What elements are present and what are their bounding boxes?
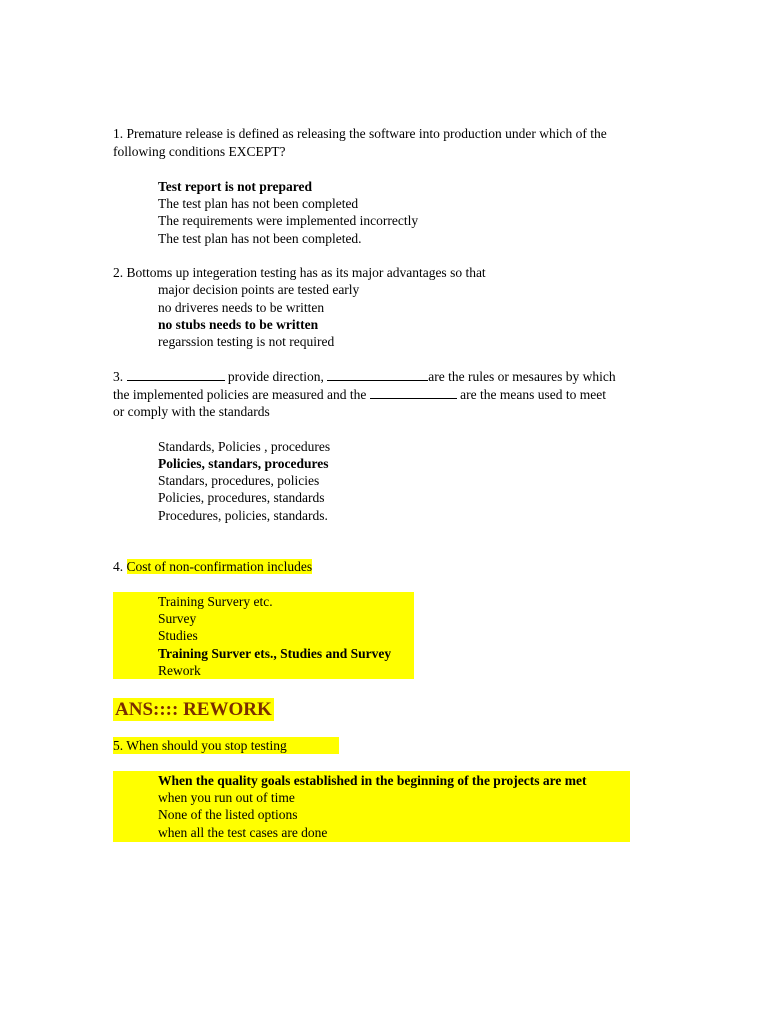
q4-option-3: Studies	[158, 628, 198, 643]
q1-option-2: The test plan has not been completed	[158, 196, 359, 211]
q3-text-line2a: the implemented policies are measured and the	[113, 387, 367, 402]
q3-option-5: Procedures, policies, standards.	[158, 508, 328, 523]
q3-text-part2: are the rules or mesaures by which	[428, 369, 616, 384]
q2-option-4: regarssion testing is not required	[158, 334, 335, 349]
q3-blank-1	[127, 368, 225, 381]
q5-option-4: when all the test cases are done	[158, 825, 328, 840]
q5-option-2: when you run out of time	[158, 790, 295, 805]
q5-text: 5. When should you stop testing	[113, 738, 287, 753]
q5-option-1: When the quality goals established in the beginning of the projects are met	[158, 773, 587, 788]
q1-option-3: The requirements were implemented incorrectly	[158, 213, 419, 228]
q5-option-3: None of the listed options	[158, 807, 298, 822]
q4-option-1: Training Survery etc.	[158, 594, 273, 609]
q1-text-line1: 1. Premature release is defined as releasing the software into production under which of the	[113, 126, 607, 141]
q4-number: 4.	[113, 559, 124, 574]
q4-option-4: Training Surver ets., Studies and Survey	[158, 646, 392, 661]
q3-blank-3	[370, 386, 457, 399]
q4-text	[113, 558, 312, 575]
q3-text-line2	[113, 386, 606, 403]
q2-option-2: no driveres needs to be written	[158, 300, 325, 315]
q4-question: Cost of non-confirmation includes	[126, 559, 313, 574]
q3-text-part1: provide direction,	[227, 369, 324, 384]
q4-answer: ANS:::: REWORK	[115, 699, 272, 720]
q3-text-line3: or comply with the standards	[113, 404, 270, 419]
q3-blank-2	[327, 368, 428, 381]
q3-number: 3.	[113, 369, 124, 384]
q2-text: 2. Bottoms up integeration testing has as its major advantages so that	[113, 265, 486, 280]
q3-text-line1	[113, 368, 616, 385]
q3-option-2: Policies, standars, procedures	[158, 456, 329, 471]
q2-option-1: major decision points are tested early	[158, 282, 360, 297]
q1-option-1: Test report is not prepared	[158, 179, 313, 194]
q4-option-2: Survey	[158, 611, 197, 626]
q1-text-line2: following conditions EXCEPT?	[113, 144, 286, 159]
q3-option-1: Standards, Policies , procedures	[158, 439, 331, 454]
q3-option-4: Policies, procedures, standards	[158, 490, 325, 505]
q2-option-3: no stubs needs to be written	[158, 317, 319, 332]
q1-option-4: The test plan has not been completed.	[158, 231, 362, 246]
q4-option-5: Rework	[158, 663, 201, 678]
q3-option-3: Standars, procedures, policies	[158, 473, 320, 488]
q3-text-line2b: are the means used to meet	[460, 387, 606, 402]
